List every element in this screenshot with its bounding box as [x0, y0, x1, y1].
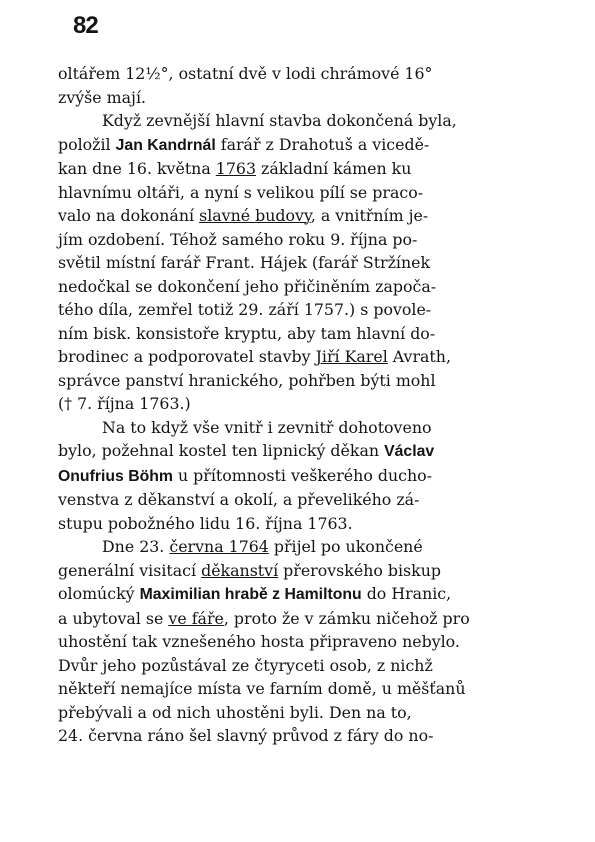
text-line: [58, 133, 536, 158]
text-segment: kan dne 16. května: [58, 159, 216, 178]
text-segment: přijel po ukončené: [268, 537, 423, 556]
text-segment: u přítomnosti veškerého ducho-: [172, 465, 433, 485]
bold-name: Jan Kandrnál: [115, 136, 216, 154]
bold-name: Maximilian hrabě z Hamiltonu: [139, 586, 362, 603]
text-line: Dvůr jeho pozůstával ze čtyryceti osob, z nichž: [58, 655, 433, 675]
text-line: [58, 559, 536, 583]
text-line: [58, 228, 536, 252]
underlined-text: slavné budovy: [199, 206, 311, 225]
text-line: uhostění tak vznešeného hosta připraveno nebylo.: [58, 632, 460, 651]
underlined-text: června 1764: [169, 537, 269, 556]
bold-name: Onufrius Böhm: [58, 467, 173, 485]
text-segment: , a vnitřním je-: [310, 206, 429, 225]
text-segment: bylo, požehnal kostel ten lipnický děkan: [58, 441, 385, 460]
underlined-text: děkanství: [201, 560, 279, 580]
text-line: stupu pobožného lidu 16. října 1763.: [58, 513, 353, 533]
text-line: někteří nemajíce místa ve farním domě, u měšťanů: [58, 679, 466, 698]
text-segment: hlavnímu oltáři, a nyní s velikou pílí se praco-: [58, 182, 424, 202]
text-segment: brodinec a podporovatel stavby: [58, 347, 316, 366]
text-line: [58, 345, 536, 369]
text-line: ním bisk. konsistoře kryptu, aby tam hlavní do-: [58, 323, 436, 343]
text-segment: farář z Drahotuš a vicedě-: [215, 134, 430, 154]
text-line: venstva z děkanství a okolí, a převelikého zá-: [58, 490, 420, 509]
text-line: světil místní farář Frant. Hájek (farář Stržínek: [58, 253, 431, 272]
underlined-text: Jiří Karel: [315, 347, 388, 366]
text-line: zvýše mají.: [58, 87, 147, 107]
text-segment: generální visitací: [58, 560, 202, 580]
text-line: [58, 464, 536, 489]
text-line: správce panství hranického, pohřben býti mohl: [58, 370, 436, 390]
text-line: 24. června ráno šel slavný průvod z fáry do no-: [58, 726, 434, 745]
body-text: [58, 62, 536, 748]
text-segment: Avrath,: [387, 347, 451, 366]
text-segment: , proto že v zámku ničehož pro: [223, 608, 470, 628]
text-line: [58, 439, 536, 464]
text-line: Když zevnější hlavní stavba dokončená byla,: [102, 111, 457, 130]
underlined-text: ve fáře: [168, 608, 224, 628]
text-line: nedočkal se dokončení jeho přičiněním započa-: [58, 276, 437, 296]
text-line: [58, 607, 536, 631]
text-segment: valo na dokonání: [58, 206, 200, 225]
text-line: († 7. října 1763.): [58, 394, 191, 413]
text-segment: a ubytoval se: [58, 608, 169, 628]
text-segment: olomúcký: [58, 584, 140, 603]
text-line: [58, 181, 536, 205]
text-line: [58, 204, 536, 228]
text-segment: Dne 23.: [102, 537, 170, 556]
page-number: 82: [73, 12, 98, 39]
text-line: Na to když vše vnitř i zevnitř dohotoveno: [102, 417, 432, 437]
text-line: přebývali a od nich uhostěni byli. Den na to,: [58, 702, 412, 722]
text-segment: do Hranic,: [361, 584, 452, 603]
text-line: [58, 535, 536, 559]
bold-name: Václav: [384, 443, 435, 460]
text-segment: základní kámen ku: [256, 159, 412, 178]
text-line: tého díla, zemřel totiž 29. září 1757.) s povole-: [58, 300, 432, 319]
text-line: oltářem 12½°, ostatní dvě v lodi chrámové 16°: [58, 64, 433, 83]
text-line: [58, 157, 536, 181]
text-line: [58, 582, 536, 607]
text-segment: položil: [58, 134, 116, 154]
underlined-text: 1763: [215, 159, 256, 178]
text-segment: přerovského biskup: [278, 560, 442, 580]
text-segment: jím ozdobení. Téhož samého roku 9. října po-: [58, 229, 418, 249]
